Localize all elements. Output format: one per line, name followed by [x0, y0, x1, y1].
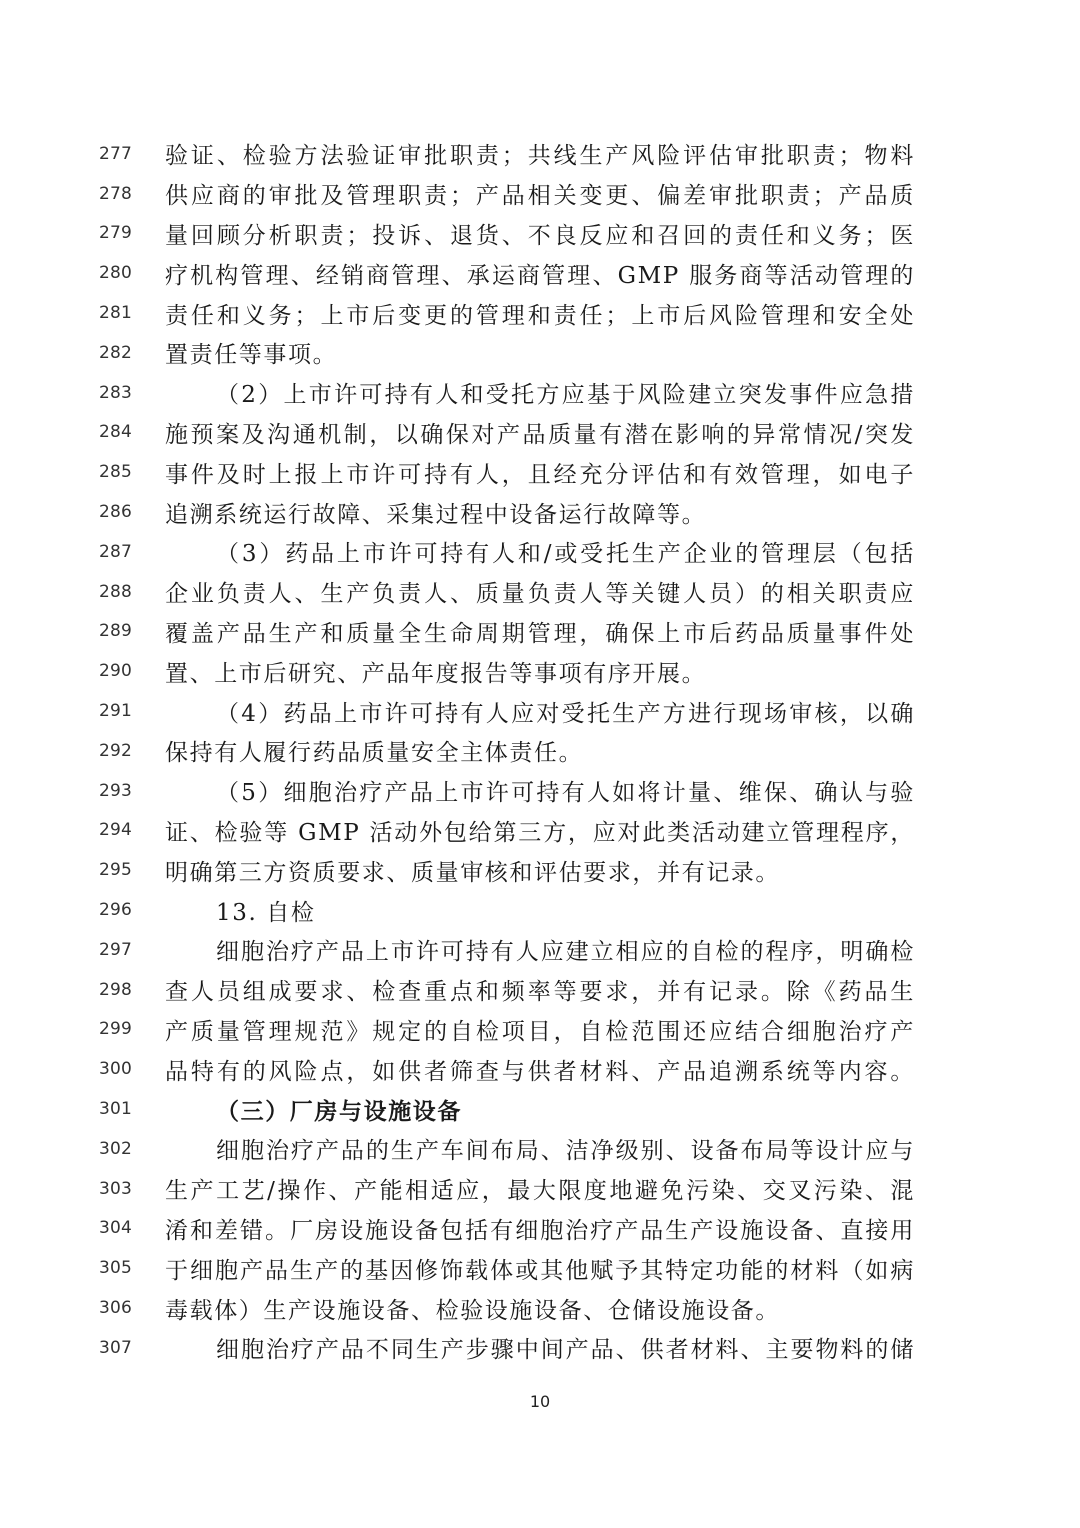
text-line	[0, 134, 1080, 174]
line-number: 305	[98, 1258, 132, 1279]
line-number: 306	[98, 1298, 132, 1318]
line-text: 量回顾分析职责；投诉、退货、不良反应和召回的责任和义务；医	[165, 222, 915, 249]
line-number: 277	[98, 143, 132, 164]
line-number: 302	[98, 1138, 132, 1159]
text-line	[0, 413, 1080, 453]
text-line	[0, 612, 1080, 652]
paragraph-start: 细胞治疗产品上市许可持有人应建立相应的自检的程序，明确检	[216, 939, 915, 966]
text-line	[0, 1010, 1080, 1050]
paragraph-start: （4）药品上市许可持有人应对受托生产方进行现场审核，以确	[216, 700, 915, 727]
line-number: 298	[98, 979, 132, 1000]
text-line	[0, 214, 1080, 254]
line-text: 覆盖产品生产和质量全生命周期管理，确保上市后药品质量事件处	[165, 620, 915, 647]
line-text: 查人员组成要求、检查重点和频率等要求，并有记录。除《药品生	[165, 979, 915, 1006]
line-number: 303	[98, 1178, 132, 1199]
line-text: 责任和义务；上市后变更的管理和责任；上市后风险管理和安全处	[165, 302, 915, 329]
document-body	[0, 134, 1080, 1368]
line-text: 事件及时上报上市许可持有人，且经充分评估和有效管理，如电子	[165, 461, 915, 488]
line-number: 290	[98, 661, 132, 682]
text-line	[0, 333, 1080, 373]
text-line	[0, 1248, 1080, 1288]
section-heading: 13. 自检	[216, 899, 316, 926]
line-text: 验证、检验方法验证审批职责；共线生产风险评估审批职责；物料	[165, 143, 915, 170]
chapter-heading: （三）厂房与设施设备	[216, 1097, 462, 1125]
line-number: 293	[98, 780, 132, 801]
line-number: 299	[98, 1019, 132, 1040]
line-number: 278	[98, 183, 132, 204]
text-line	[0, 253, 1080, 293]
text-line	[0, 452, 1080, 492]
line-number: 288	[98, 581, 132, 602]
line-text: 保持有人履行药品质量安全主体责任。	[165, 740, 584, 767]
text-line	[0, 373, 1080, 413]
line-text: 供应商的审批及管理职责；产品相关变更、偏差审批职责；产品质	[165, 183, 915, 210]
line-text: 品特有的风险点，如供者筛查与供者材料、产品追溯系统等内容。	[165, 1058, 915, 1085]
line-number: 284	[98, 422, 132, 443]
text-line	[0, 293, 1080, 333]
text-line	[0, 651, 1080, 691]
line-number: 294	[98, 820, 132, 841]
line-number: 301	[98, 1099, 132, 1120]
text-line	[0, 771, 1080, 811]
line-number: 279	[98, 223, 132, 244]
line-text: 置、上市后研究、产品年度报告等事项有序开展。	[165, 660, 707, 687]
line-number: 300	[98, 1059, 132, 1080]
text-line	[0, 492, 1080, 532]
text-line	[0, 1129, 1080, 1169]
page-number: 10	[529, 1392, 551, 1411]
line-text: 产质量管理规范》规定的自检项目，自检范围还应结合细胞治疗产	[165, 1018, 915, 1045]
line-text: 毒载体）生产设施设备、检验设施设备、仓储设施设备。	[165, 1297, 780, 1324]
line-text: 淆和差错。厂房设施设备包括有细胞治疗产品生产设施设备、直接用	[165, 1217, 915, 1244]
line-number: 297	[98, 939, 132, 960]
paragraph-start: （5）细胞治疗产品上市许可持有人如将计量、维保、确认与验	[216, 780, 915, 807]
line-text: 追溯系统运行故障、采集过程中设备运行故障等。	[165, 501, 707, 528]
line-number: 281	[98, 303, 132, 324]
text-line	[0, 691, 1080, 731]
text-line	[0, 850, 1080, 890]
line-number: 289	[98, 621, 132, 642]
line-number: 286	[98, 502, 132, 523]
line-number: 292	[98, 740, 132, 761]
text-line	[0, 1089, 1080, 1129]
line-text: 生产工艺/操作、产能相适应，最大限度地避免污染、交叉污染、混	[165, 1178, 915, 1205]
line-number: 282	[98, 342, 132, 363]
line-text: 疗机构管理、经销商管理、承运商管理、GMP 服务商等活动管理的	[165, 262, 915, 289]
line-text: 置责任等事项。	[165, 342, 338, 369]
line-text: 企业负责人、生产负责人、质量负责人等关键人员）的相关职责应	[165, 581, 915, 608]
line-text: 明确第三方资质要求、质量审核和评估要求，并有记录。	[165, 859, 780, 886]
line-number: 280	[98, 263, 132, 284]
line-number: 285	[98, 462, 132, 483]
text-line	[0, 532, 1080, 572]
paragraph-start: 细胞治疗产品的生产车间布局、洁净级别、设备布局等设计应与	[216, 1138, 915, 1165]
line-number: 304	[98, 1218, 132, 1239]
text-line	[0, 890, 1080, 930]
text-line	[0, 811, 1080, 851]
text-line	[0, 930, 1080, 970]
text-line	[0, 1288, 1080, 1328]
line-text: 证、检验等 GMP 活动外包给第三方，应对此类活动建立管理程序，	[165, 819, 915, 846]
line-text: 施预案及沟通机制，以确保对产品质量有潜在影响的异常情况/突发	[165, 421, 915, 448]
line-number: 283	[98, 382, 132, 403]
paragraph-start: 细胞治疗产品不同生产步骤中间产品、供者材料、主要物料的储	[216, 1337, 915, 1364]
text-line	[0, 1209, 1080, 1249]
text-line	[0, 731, 1080, 771]
text-line	[0, 1328, 1080, 1368]
text-line	[0, 1169, 1080, 1209]
text-line	[0, 1049, 1080, 1089]
text-line	[0, 174, 1080, 214]
line-number: 296	[98, 900, 132, 921]
paragraph-start: （3）药品上市许可持有人和/或受托生产企业的管理层（包括	[216, 541, 915, 568]
line-number: 307	[98, 1337, 132, 1358]
line-number: 291	[98, 701, 132, 722]
line-number: 295	[98, 860, 132, 881]
line-number: 287	[98, 541, 132, 562]
paragraph-start: （2）上市许可持有人和受托方应基于风险建立突发事件应急措	[216, 382, 915, 409]
text-line	[0, 970, 1080, 1010]
line-text: 于细胞产品生产的基因修饰载体或其他赋予其特定功能的材料（如病	[165, 1257, 915, 1284]
text-line	[0, 572, 1080, 612]
